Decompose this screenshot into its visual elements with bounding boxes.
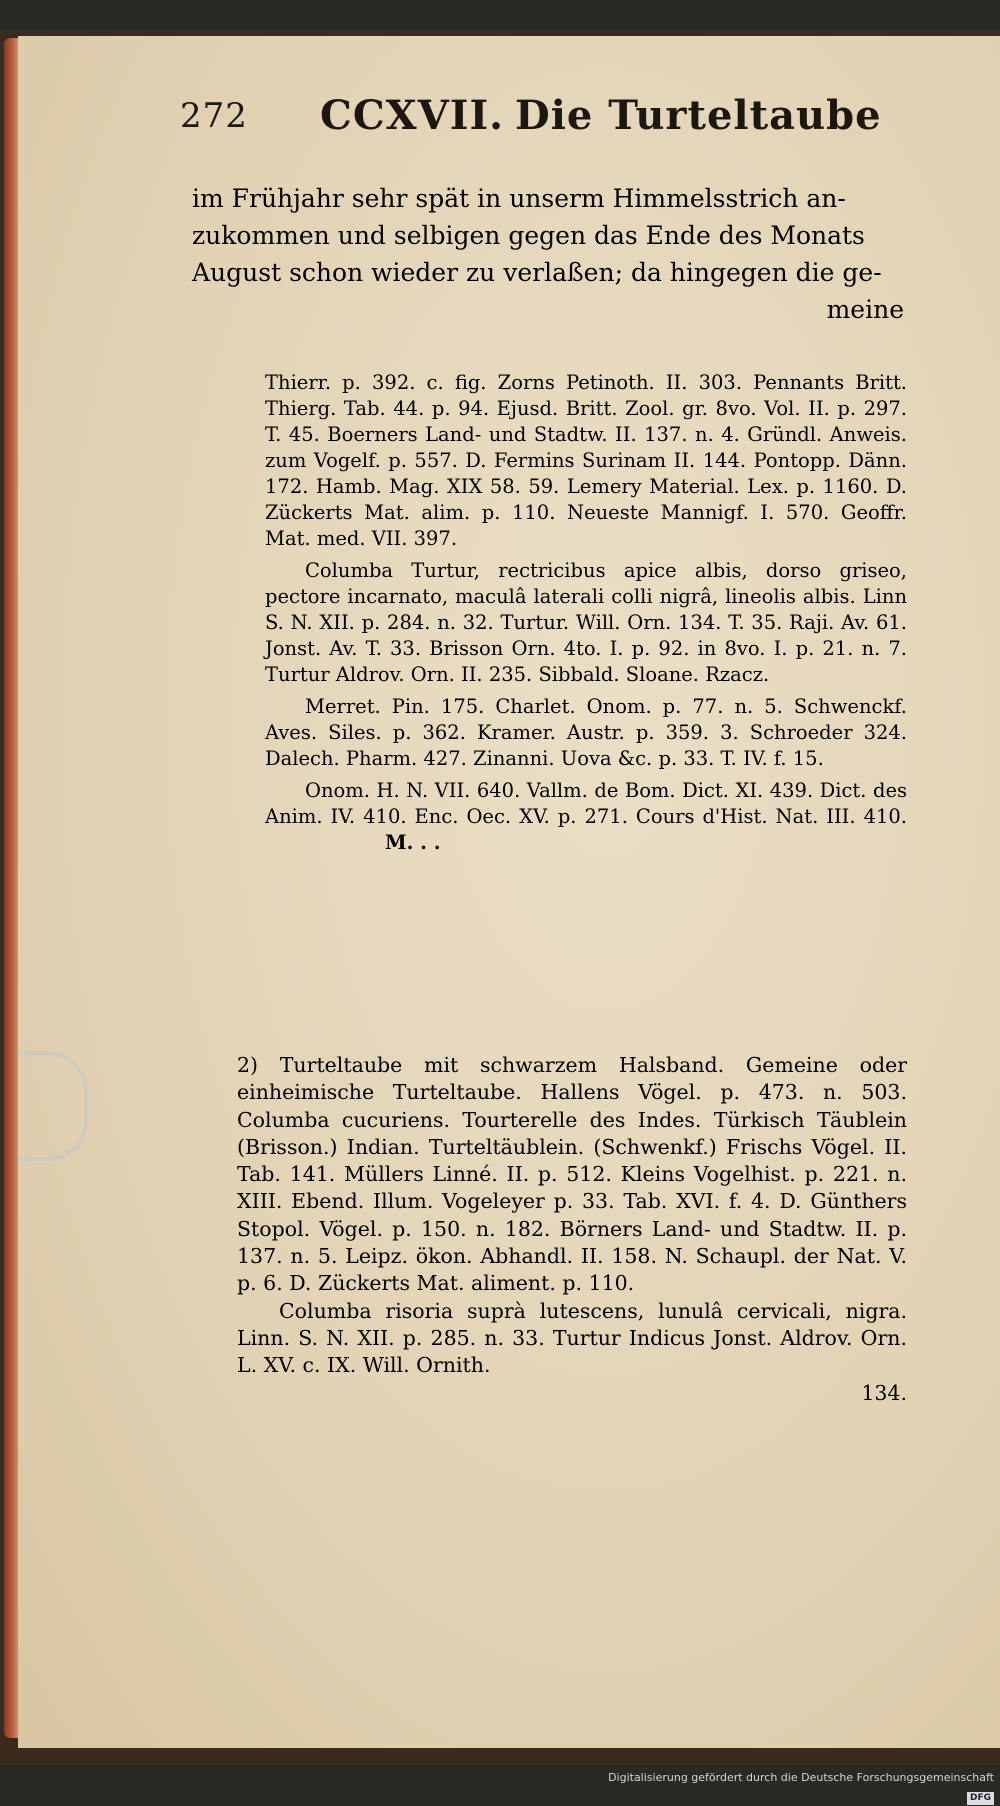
text-line: August schon wieder zu verlaßen; da hingegen die ge- [192,258,882,287]
dfg-logo: DFG [967,1792,994,1805]
reference-paragraph: Thierr. p. 392. c. fig. Zorns Petinoth. II. 303. Pennants Britt. Thierg. Tab. 44. p. 94. Ejusd. Britt. Zool. gr. 8vo. Vol. II. p. 297. T. 45. Boerners Land- und Stadtw. II. 137. n. 4. Gründl. Anweis. zum Vogelf. p. 557. D. Fermins Surinam II. 144. Pontopp. Dänn. 172. Hamb. Mag. XIX 58. 59. Lemery Material. Lex. p. 1160. D. Zückerts Mat. alim. p. 110. Neueste Mannigf. I. 570. Geoffr. Mat. med. VII. 397. [265,371,907,550]
text-line: im Frühjahr sehr spät in unserm Himmelsstrich an- [192,184,846,213]
text-line: zukommen und selbigen gegen das Ende des Monats [192,221,865,250]
footnotes [265,370,907,862]
main-text [192,180,904,328]
species-entry [237,1052,907,1407]
section-mark: M. . . [385,831,441,854]
catchword: meine [826,295,904,324]
chapter-title: Die Turteltaube [515,92,882,139]
credit-text: Digitalisierung gefördert durch die Deutsche Forschungsgemeinschaft [608,1771,994,1784]
entry-german: 2) Turteltaube mit schwarzem Halsband. Gemeine oder einheimische Turteltaube. Hallens Vögel. p. 473. n. 503. Columba cucuriens. Tourterelle des Indes. Türkisch Täublein (Brisson.) Indian. Turteltäublein. (Schwenkf.) Frischs Vögel. II. Tab. 141. Müllers Linné. II. p. 512. Kleins Vogelhist. p. 221. n. XIII. Ebend. Illum. Vogeleyer p. 33. Tab. XVI. f. 4. D. Günthers Stopol. Vögel. p. 150. n. 182. Börners Land- und Stadtw. II. p. 137. n. 5. Leipz. ökon. Abhandl. II. 158. N. Schaupl. der Nat. V. p. 6. D. Zückerts Mat. aliment. p. 110. [237,1053,907,1296]
latin-references [265,778,907,856]
chapter-number: CCXVII. [320,92,505,139]
catchword: 134. [861,1380,907,1405]
page-header [180,92,900,152]
digitization-credit [600,1768,1000,1803]
reference-text: Onom. H. N. VII. 640. Vallm. de Bom. Dict. XI. 439. Dict. des Anim. IV. 410. Enc. Oec. XV. p. 271. Cours d'Hist. Nat. III. 410. [265,779,907,828]
page-number: 272 [180,96,248,136]
entry-latin: Columba risoria suprà lutescens, lunulâ cervicali, nigra. Linn. S. N. XII. p. 285. n. 33. Turtur Indicus Jonst. Aldrov. Orn. L. XV. c. IX. Will. Ornith. [237,1298,907,1378]
latin-description: Columba Turtur, rectricibus apice albis, dorso griseo, pectore incarnato, maculâ laterali colli nigrâ, lineolis albis. Linn S. N. XII. p. 284. n. 32. Turtur. Will. Orn. 134. T. 35. Raji. Av. 61. Jonst. Av. T. 33. Brisson Orn. 4to. I. p. 92. in 8vo. I. p. 21. n. 7. Turtur Aldrov. Orn. II. 235. Sibbald. Sloane. Rzacz. [265,559,907,686]
paper-clip [18,1051,88,1161]
latin-references: Merret. Pin. 175. Charlet. Onom. p. 77. n. 5. Schwenckf. Aves. Siles. p. 362. Kramer. Austr. p. 359. 3. Schroeder 324. Dalech. Pharm. 427. Zinanni. Uova &c. p. 33. T. IV. f. 15. [265,695,907,770]
